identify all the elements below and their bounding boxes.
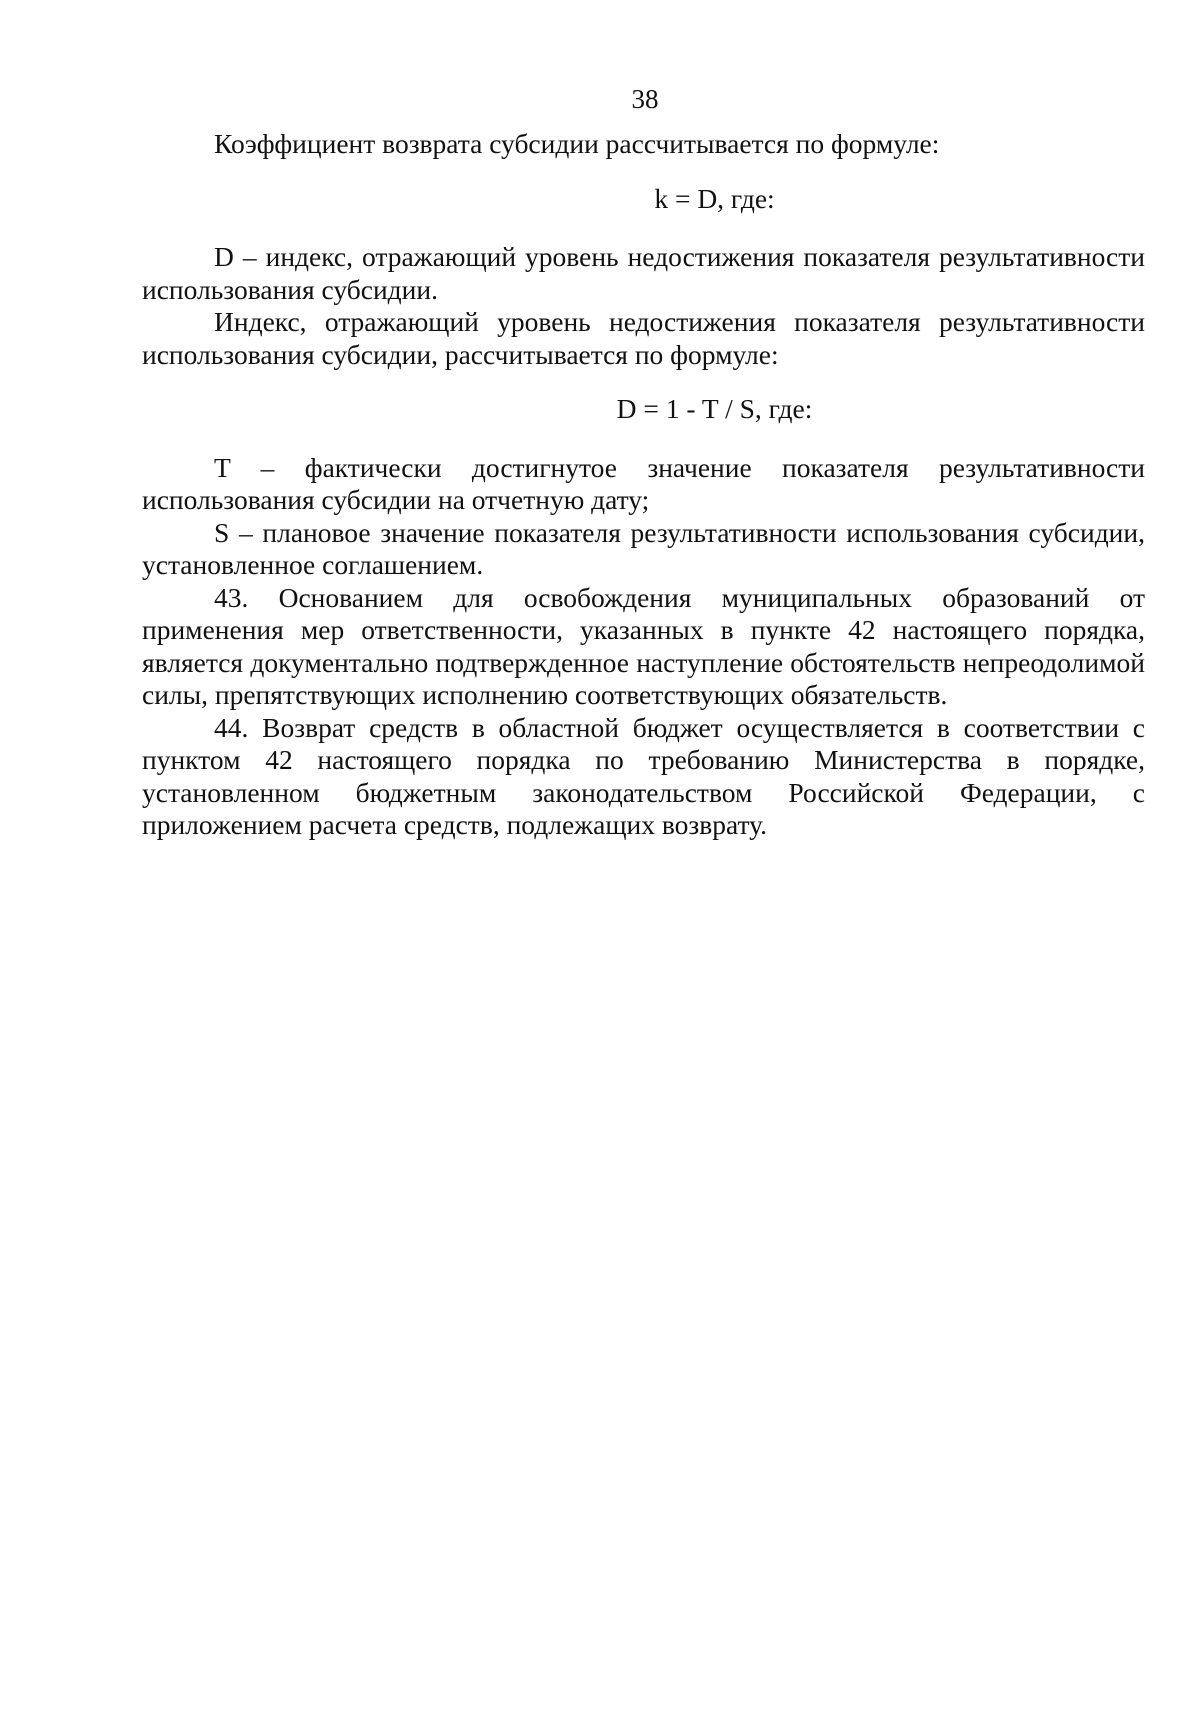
formula-d: D = 1 - T / S, где: [616, 393, 813, 424]
paragraph-index-intro: Индекс, отражающий уровень недостижения показателя результативности использования субсидии, рассчитывается по формуле: [142, 306, 1145, 370]
paragraph-s-definition: S – плановое значение показателя результативности использования субсидии, установленное соглашением. [142, 516, 1145, 580]
paragraph-coefficient-intro: Коэффициент возврата субсидии рассчитывается по формуле: [214, 128, 940, 159]
paragraph-item-43: 43. Основанием для освобождения муниципальных образований от применения мер ответственности, указанных в пункте 42 настоящего порядка, является документально подтвержденное наступление обстоятельств непреодолимой силы, препятствующих исполнению соответствующих обязательств. [142, 581, 1145, 710]
paragraph-item-44: 44. Возврат средств в областной бюджет осуществляется в соответствии с пунктом 42 настоящего порядка по требованию Министерства в порядке, установленном бюджетным законодательством Российской Федерации, с приложением расчета средств, подлежащих возврату. [142, 711, 1145, 840]
paragraph-d-definition: D – индекс, отражающий уровень недостижения показателя результативности использования субсидии. [142, 241, 1145, 305]
paragraph-t-definition: T – фактически достигнутое значение показателя результативности использования субсидии на отчетную дату; [142, 451, 1145, 515]
page-number: 38 [631, 84, 659, 114]
document-body [142, 128, 1145, 842]
formula-k: k = D, где: [654, 182, 775, 214]
